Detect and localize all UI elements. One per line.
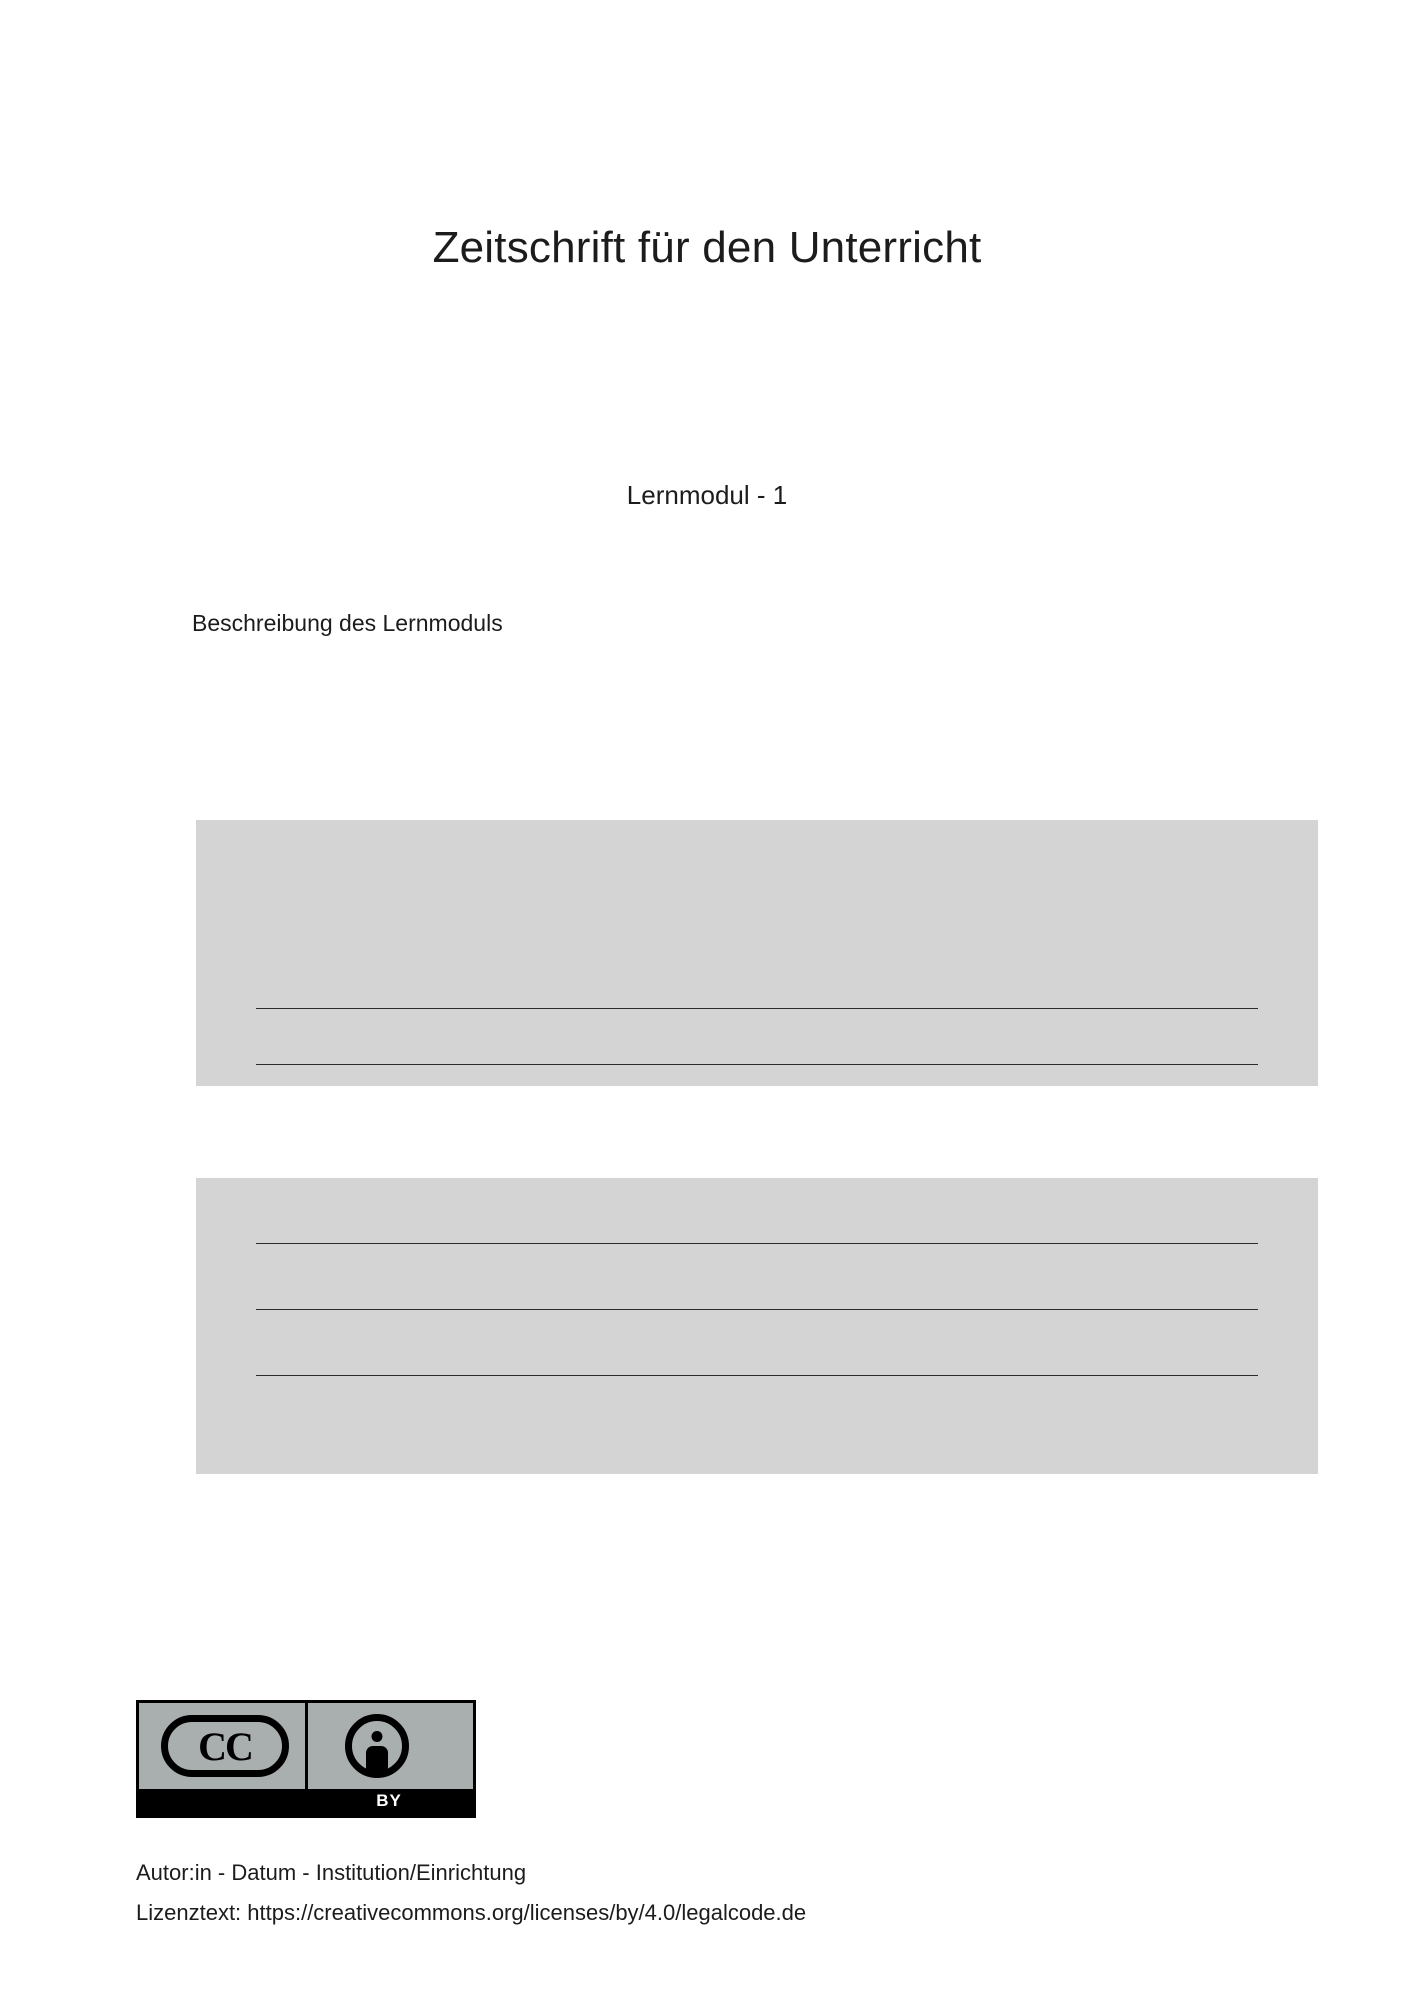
- person-head-shape: [372, 1731, 383, 1742]
- badge-divider: [305, 1703, 308, 1789]
- creative-commons-badge: [136, 1700, 476, 1818]
- writing-rule: [256, 1243, 1258, 1244]
- writing-rule: [256, 1375, 1258, 1376]
- attribution-person-icon: [345, 1714, 409, 1778]
- person-body-shape: [366, 1746, 388, 1771]
- content-box-lower: [196, 1178, 1318, 1474]
- writing-rule: [256, 1309, 1258, 1310]
- author-credit: Autor:in - Datum - Institution/Einrichtung: [136, 1860, 527, 1885]
- by-label: BY: [376, 1790, 402, 1810]
- module-description: Beschreibung des Lernmoduls: [192, 610, 503, 636]
- license-credit: Lizenztext: https://creativecommons.org/licenses/by/4.0/legalcode.de: [136, 1900, 807, 1925]
- creative-commons-icon: CC: [161, 1715, 289, 1777]
- cc-badge-inner: [139, 1703, 473, 1789]
- page-title: Zeitschrift für den Unterricht: [432, 223, 982, 272]
- module-label: Lernmodul - 1: [626, 480, 788, 510]
- writing-rule: [256, 1064, 1258, 1065]
- writing-rule: [256, 1008, 1258, 1009]
- content-box-upper: [196, 820, 1318, 1086]
